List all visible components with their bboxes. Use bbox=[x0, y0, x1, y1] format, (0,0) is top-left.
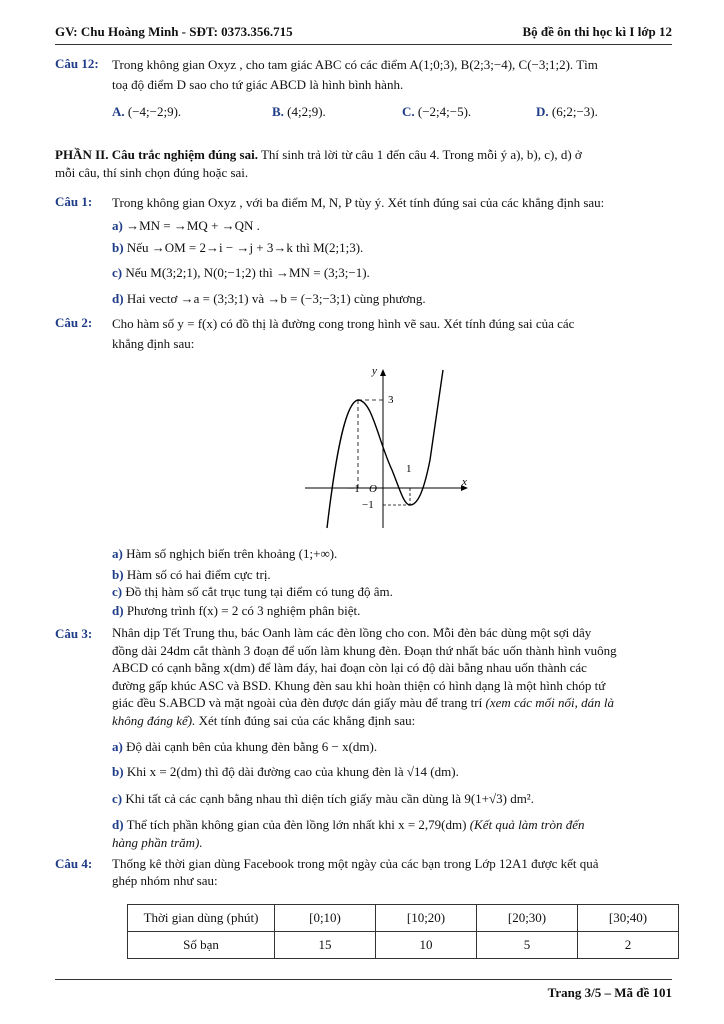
y-axis-arrow bbox=[380, 369, 386, 376]
table-row bbox=[128, 932, 679, 959]
c3-line4: đường gấp khúc ASC và BSD. Khung đèn sau khi hoàn thiện có hình dạng là một hình chóp tứ bbox=[112, 677, 606, 693]
c2-item-d: d) Phương trình f(x) = 2 có 3 nghiệm phân biệt. bbox=[112, 603, 361, 618]
c3-item-b: b) Khi x = 2(dm) thì độ dài đường cao của khung đèn là √14 (dm). bbox=[112, 764, 459, 779]
c4-line2: ghép nhóm như sau: bbox=[112, 873, 218, 888]
x-label: x bbox=[462, 476, 467, 488]
c3-line6: Xét tính đúng sai của các khẳng định sau: bbox=[198, 712, 416, 728]
page-header bbox=[55, 24, 672, 44]
c2-label: Câu 2: bbox=[55, 315, 93, 330]
origin-label: O bbox=[369, 483, 377, 495]
q12-option-c: C. (−2;4;−5). bbox=[402, 104, 472, 119]
c3-line1: Nhân dịp Tết Trung thu, bác Oanh làm các đèn lồng cho con. Mỗi đèn bác dùng một sợi dây bbox=[112, 625, 592, 640]
table-cell: 2 bbox=[578, 932, 679, 959]
function-graph bbox=[300, 360, 475, 535]
c3-line6-italic: không đáng kể). bbox=[112, 712, 196, 728]
c2-item-b: b) Hàm số có hai điểm cực trị. bbox=[112, 567, 271, 582]
c3-line5-italic: (xem các mối nối, dán là bbox=[485, 695, 615, 710]
q12-label: Câu 12: bbox=[55, 56, 99, 71]
footer-divider bbox=[55, 979, 672, 980]
label-minus1-y: −1 bbox=[362, 499, 374, 511]
header-divider bbox=[55, 44, 672, 45]
c4-line1: Thống kê thời gian dùng Facebook trong một ngày của các bạn trong Lớp 12A1 được kết quả bbox=[112, 856, 599, 871]
c3-item-c: c) Khi tất cả các cạnh bằng nhau thì diện tích giấy màu cần dùng là 9(1+√3) dm². bbox=[112, 791, 534, 806]
c4-label: Câu 4: bbox=[55, 856, 93, 871]
q12-line1: Trong không gian Oxyz , cho tam giác ABC có các điểm A(1;0;3), B(2;3;−4), C(−3;1;2). Tìm bbox=[112, 57, 598, 72]
frequency-table bbox=[127, 904, 679, 959]
c3-text bbox=[112, 624, 672, 729]
q12-option-a: A. (−4;−2;9). bbox=[112, 104, 182, 119]
table-head-time: Thời gian dùng (phút) bbox=[128, 905, 275, 932]
q12-option-d: D. (6;2;−3). bbox=[536, 104, 598, 119]
c1-intro: Trong không gian Oxyz , với ba điểm M, N, P tùy ý. Xét tính đúng sai của các khẳng định sau: bbox=[112, 195, 605, 210]
q12-options bbox=[112, 104, 672, 124]
c2-line2: khẳng định sau: bbox=[112, 336, 195, 351]
q12-line2: toạ độ điểm D sao cho tứ giác ABCD là hình bình hành. bbox=[112, 77, 404, 92]
cubic-curve bbox=[327, 370, 443, 528]
c1-item-b: b) Nếu →OM = 2→i − →j + 3→k thì M(2;1;3). bbox=[112, 240, 364, 255]
c3-item-d: d) Thể tích phần không gian của đèn lồng lớn nhất khi x = 2,79(dm) (Kết quả làm tròn đến hàng phần trăm). bbox=[112, 817, 585, 850]
label-minus1-x: −1 bbox=[348, 483, 360, 495]
y-label: y bbox=[372, 365, 377, 377]
c2-item-a: a) Hàm số nghịch biến trên khoảng (1;+∞). bbox=[112, 546, 338, 561]
c2-line1: Cho hàm số y = f(x) có đồ thị là đường cong trong hình vẽ sau. Xét tính đúng sai của các bbox=[112, 316, 575, 331]
c2-item-c: c) Đồ thị hàm số cắt trục tung tại điểm có tung độ âm. bbox=[112, 584, 393, 599]
c1-label: Câu 1: bbox=[55, 194, 93, 209]
q12-option-b: B. (4;2;9). bbox=[272, 104, 326, 119]
q12-text bbox=[112, 55, 672, 95]
label-3: 3 bbox=[388, 394, 394, 406]
c3-line5: giác đều S.ABCD và mặt ngoài của đèn được dán giấy màu để trang trí bbox=[112, 695, 483, 710]
header-teacher: GV: Chu Hoàng Minh - SĐT: 0373.356.715 bbox=[55, 24, 293, 39]
part2-intro bbox=[55, 146, 672, 182]
table-head-count: Số bạn bbox=[128, 932, 275, 959]
part2-line2: mỗi câu, thí sinh chọn đúng hoặc sai. bbox=[55, 165, 249, 180]
table-cell: [20;30) bbox=[477, 905, 578, 932]
c3-line2: đồng dài 24dm cắt thành 3 đoạn để uốn làm khung đèn. Đoạn thứ nhất bác uốn thành hình vuông bbox=[112, 642, 617, 658]
c1-item-a: a) →MN = →MQ + →QN . bbox=[112, 218, 260, 233]
c3-item-a: a) Độ dài cạnh bên của khung đèn bằng 6 − x(dm). bbox=[112, 739, 378, 754]
table-row bbox=[128, 905, 679, 932]
page-footer: Trang 3/5 – Mã đề 101 bbox=[547, 985, 672, 1000]
table-cell: 5 bbox=[477, 932, 578, 959]
c1-item-d: d) Hai vectơ →a = (3;3;1) và →b = (−3;−3;1) cùng phương. bbox=[112, 291, 426, 306]
header-title: Bộ đề ôn thi học kì I lớp 12 bbox=[522, 24, 672, 39]
c2-text bbox=[112, 314, 672, 354]
label-1: 1 bbox=[406, 463, 412, 475]
table-cell: 10 bbox=[376, 932, 477, 959]
table-cell: [0;10) bbox=[275, 905, 376, 932]
c1-item-c: c) Nếu M(3;2;1), N(0;−1;2) thì →MN = (3;3;−1). bbox=[112, 265, 370, 280]
c3-line3: ABCD có cạnh bằng x(dm) để làm đáy, hai đoạn còn lại có độ dài bằng nhau uốn thành các bbox=[112, 660, 587, 675]
c4-text bbox=[112, 855, 672, 889]
table-cell: [30;40) bbox=[578, 905, 679, 932]
c3-label: Câu 3: bbox=[55, 626, 93, 641]
part2-title: PHẦN II. Câu trắc nghiệm đúng sai. bbox=[55, 147, 258, 162]
table-cell: [10;20) bbox=[376, 905, 477, 932]
part2-line1: Thí sinh trả lời từ câu 1 đến câu 4. Trong mỗi ý a), b), c), d) ở bbox=[260, 147, 582, 162]
table-cell: 15 bbox=[275, 932, 376, 959]
